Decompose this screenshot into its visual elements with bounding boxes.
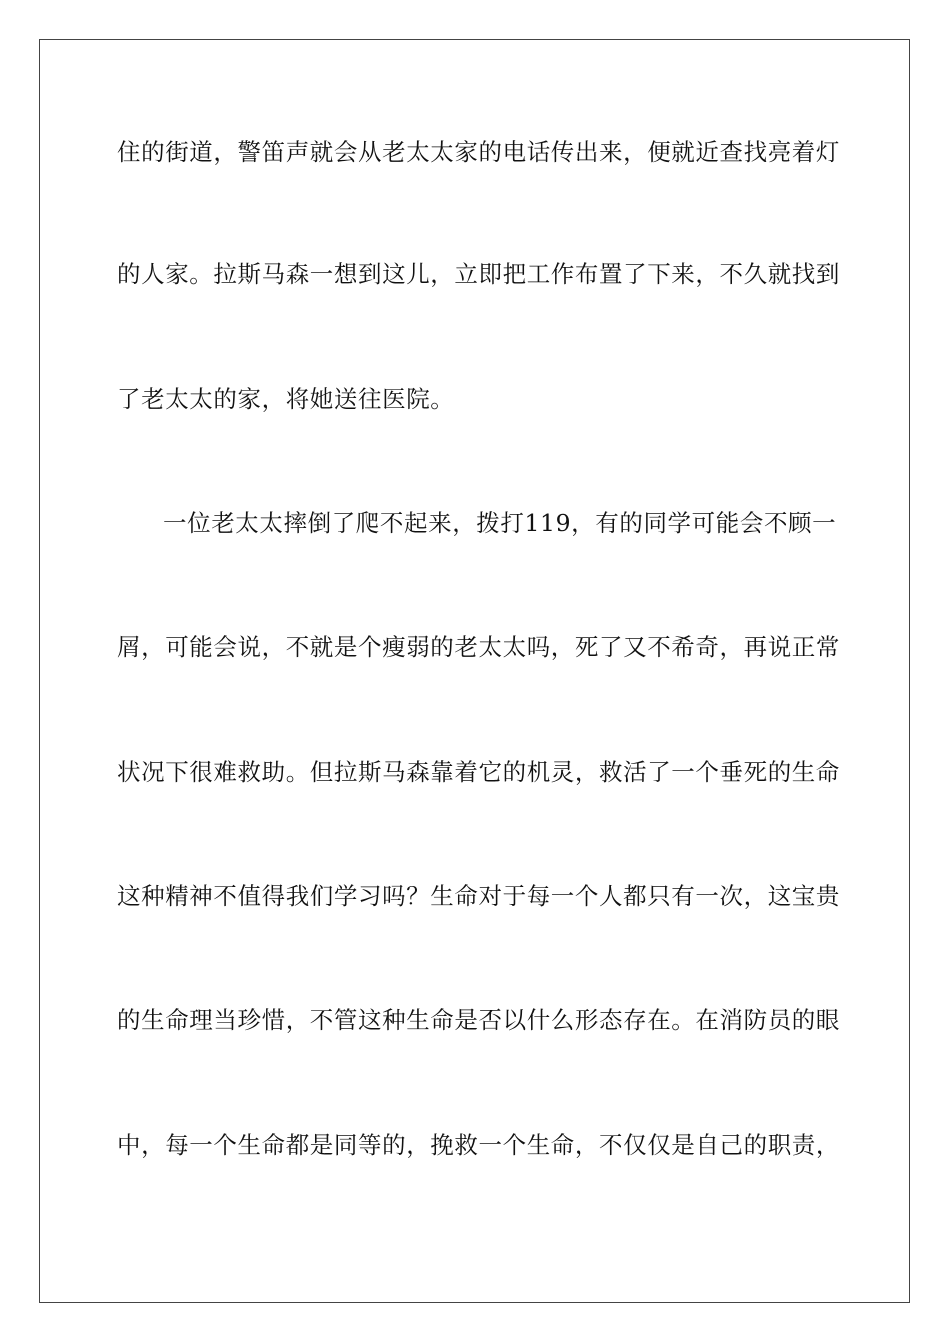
text-line: 屑，可能会说，不就是个瘦弱的老太太吗，死了又不希奇，再说正常 <box>117 633 840 661</box>
text-line: 的生命理当珍惜，不管这种生命是否以什么形态存在。在消防员的眼 <box>117 1006 840 1034</box>
text-line: 这种精神不值得我们学习吗？生命对于每一个人都只有一次，这宝贵 <box>117 882 840 910</box>
text-line: 的人家。拉斯马森一想到这儿，立即把工作布置了下来，不久就找到 <box>117 260 840 288</box>
text-line: 了老太太的家，将她送往医院。 <box>117 385 455 413</box>
text-line: 状况下很难救助。但拉斯马森靠着它的机灵，救活了一个垂死的生命 <box>117 758 840 786</box>
paragraph-first-line: 一位老太太摔倒了爬不起来，拨打119，有的同学可能会不顾一 <box>163 509 837 537</box>
text-line: 住的街道，警笛声就会从老太太家的电话传出来，便就近查找亮着灯 <box>117 138 840 166</box>
text-line: 中，每一个生命都是同等的，挽救一个生命，不仅仅是自己的职责， <box>117 1131 840 1159</box>
page-border <box>39 39 910 1303</box>
